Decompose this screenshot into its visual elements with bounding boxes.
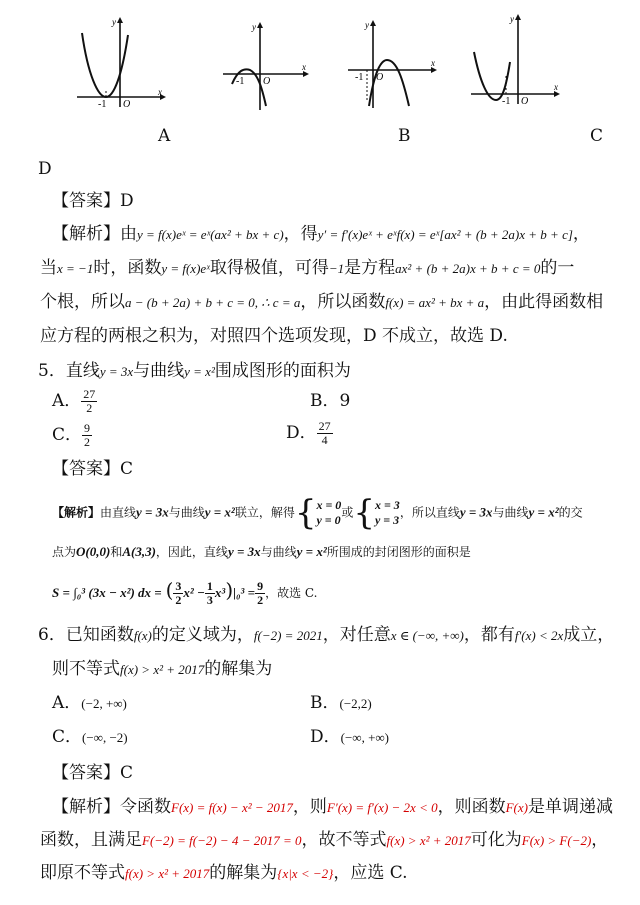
formula: y = f(x)eˣ = eˣ(ax² + bx + c) (137, 227, 284, 242)
equation-system: x = 3 y = 3 (374, 498, 400, 527)
formula: x = −1 (57, 261, 94, 276)
graph-b-origin: O (263, 76, 271, 87)
formula: y = 3x (99, 364, 134, 379)
graph-b-y-label: y (252, 22, 256, 32)
formula-red: F(x) > F(−2) (521, 833, 592, 848)
q6-analysis-line1: 【解析】令函数F(x) = f(x) − x² − 2017，则F′(x) = f′(x) − 2x < 0，则函数F(x)是单调递减 (52, 797, 613, 817)
graph-c-origin: O (376, 72, 384, 83)
q5-option-c[interactable]: C． $\frac{9}{2}$ (52, 421, 91, 449)
formula: ax² + (b + 2a)x + b + c = 0 (395, 261, 541, 276)
graph-d-y-label: y (510, 14, 514, 24)
q4-answer: 【答案】D (52, 191, 134, 211)
q5-option-b[interactable]: B．9 (310, 391, 351, 411)
fraction: $\frac{9}{2}$ (84, 421, 91, 449)
formula-red: F′(x) = f′(x) − 2x < 0 (326, 800, 438, 815)
fraction: $\frac{27}{4}$ (318, 419, 331, 447)
q4-analysis-line1: 【解析】由y = f(x)eˣ = eˣ(ax² + bx + c)，得y′ = f′(x)eˣ + eˣf(x) = eˣ[ax² + (b + 2a)x + b + c]， (52, 224, 590, 244)
analysis-label: 【解析】 (52, 224, 120, 244)
fraction: $\frac{27}{2}$ (83, 387, 96, 415)
graph-c-tick: -1 (355, 72, 364, 83)
fraction: $\frac{9}{2}$ (257, 579, 264, 607)
graph-a-y-label: y (112, 17, 116, 27)
graph-a-label: A (158, 126, 171, 146)
formula: y′ = f′(x)eˣ + eˣf(x) = eˣ[ax² + (b + 2a)x + b + c] (317, 227, 573, 242)
graph-d-origin: O (521, 96, 529, 107)
formula: f(x) > x² + 2017 (120, 662, 205, 677)
q5-analysis-line1: 【解析】由直线y = 3x与曲线y = x²联立，解得{ x = 0 y = 0 或{ x = 3 y = 3 ，所以直线y = 3x与曲线y = x²的交 (52, 493, 583, 533)
fraction: $\frac{1}{3}$ (206, 579, 213, 607)
graph-d (466, 12, 566, 107)
q5-analysis-line3: S = ∫₀³ (3x − x²) dx = ( $\frac{3}{2}$ x² − $\frac{1}{3}$ x³)|₀³ = $\frac{9}{2}$ ，故选 C. (52, 578, 318, 607)
graph-c-x-label: x (431, 58, 435, 68)
q5-option-d[interactable]: D． $\frac{27}{4}$ (286, 419, 331, 447)
q6-option-b[interactable]: B．(−2,2) (310, 693, 372, 713)
formula: f(−2) = 2021 (253, 628, 323, 643)
brace-icon: { (353, 493, 375, 533)
formula: f′(x) < 2x (514, 628, 564, 643)
q6-analysis-line2: 函数，且满足F(−2) = f(−2) − 4 − 2017 = 0，故不等式f(x) > x² + 2017可化为F(x) > F(−2)， (40, 830, 609, 850)
graph-c (343, 20, 443, 110)
graph-d-x-label: x (554, 82, 558, 92)
formula: y = x² (184, 364, 215, 379)
q6-analysis-line3: 即原不等式f(x) > x² + 2017的解集为{x|x < −2}，应选 C. (40, 863, 408, 883)
graph-c-y-label: y (365, 20, 369, 30)
formula: x ∈ (−∞, +∞) (390, 628, 464, 643)
graph-b-label: B (398, 126, 411, 146)
brace-icon: { (294, 493, 317, 533)
q5-option-a[interactable]: A． $\frac{27}{2}$ (52, 387, 96, 415)
q6-option-d[interactable]: D．(−∞, +∞) (310, 727, 389, 747)
q5-analysis-line2: 点为O(0,0)和A(3,3)，因此，直线y = 3x与曲线y = x²所围成的封闭图形的面积是 (52, 544, 471, 559)
formula-red: F(−2) = f(−2) − 4 − 2017 = 0 (142, 833, 302, 848)
formula: −1 (328, 261, 345, 276)
formula-red: F(x) = f(x) − x² − 2017 (171, 800, 293, 815)
graph-a (72, 15, 167, 110)
formula: f(x) = ax² + bx + a (385, 295, 485, 310)
graph-d-label: D (38, 159, 52, 179)
q4-analysis-line4: 应方程的两根之积为，对照四个选项发现，D 不成立，故选 D. (40, 326, 508, 346)
graph-d-tick: -1 (502, 96, 511, 107)
graph-b-tick: -1 (236, 76, 245, 87)
graph-a-x-label: x (158, 87, 162, 97)
formula: a − (b + 2a) + b + c = 0, ∴ c = a (125, 295, 301, 310)
formula: f(x) (133, 628, 152, 643)
graph-c-label: C (590, 126, 604, 146)
q4-analysis-line2: 当x = −1时，函数y = f(x)eˣ取得极值，可得−1是方程ax² + (b + 2a)x + b + c = 0的一 (40, 258, 575, 278)
q6-stem-line1: 6．已知函数f(x)的定义域为，f(−2) = 2021，对任意x ∈ (−∞, +∞)，都有f′(x) < 2x成立， (38, 625, 615, 645)
fraction: $\frac{3}{2}$ (175, 579, 182, 607)
formula-red: {x|x < −2} (277, 866, 334, 881)
formula-red: F(x) (505, 800, 528, 815)
formula-red: f(x) > x² + 2017 (125, 866, 210, 881)
q6-answer: 【答案】C (52, 763, 134, 783)
q5-stem: 5．直线y = 3x与曲线y = x²围成图形的面积为 (38, 361, 351, 381)
graph-b-x-label: x (302, 62, 306, 72)
graph-b (218, 22, 313, 112)
q6-option-c[interactable]: C．(−∞, −2) (52, 727, 128, 747)
graph-a-tick: -1 (98, 99, 107, 110)
q6-stem-line2: 则不等式f(x) > x² + 2017的解集为 (52, 659, 273, 679)
q4-analysis-line3: 个根，所以a − (b + 2a) + b + c = 0, ∴ c = a，所以函数f(x) = ax² + bx + a，由此得函数相 (40, 292, 604, 312)
graph-a-origin: O (123, 99, 131, 110)
formula-red: f(x) > x² + 2017 (386, 833, 471, 848)
equation-system: x = 0 y = 0 (316, 498, 342, 527)
formula: y = f(x)eˣ (161, 261, 210, 276)
q6-option-a[interactable]: A．(−2, +∞) (52, 693, 127, 713)
q5-answer: 【答案】C (52, 459, 134, 479)
